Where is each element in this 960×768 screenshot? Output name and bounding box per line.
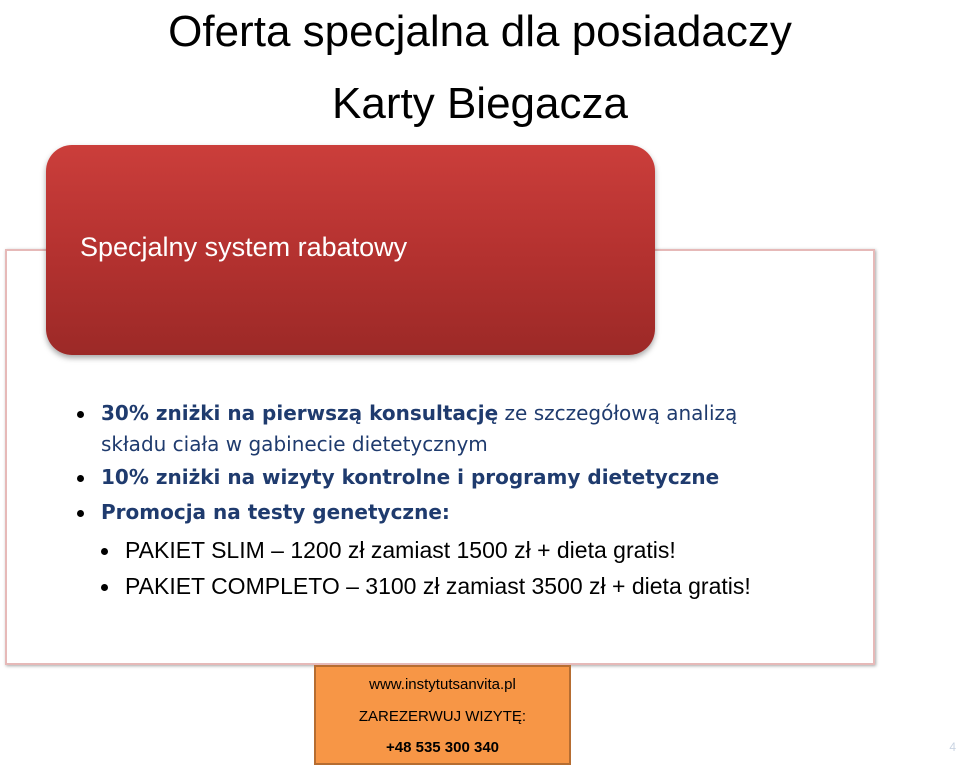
bullet-package-completo: PAKIET COMPLETO – 3100 zł zamiast 3500 zł + dieta gratis! bbox=[101, 570, 835, 602]
slide-title-line2: Karty Biegacza bbox=[332, 79, 628, 128]
slide-title-line1: Oferta specjalna dla posiadaczy bbox=[168, 7, 792, 56]
bullet-consultation-bold: 30% zniżki na pierwszą konsultację bbox=[101, 401, 499, 425]
discount-banner-label: Specjalny system rabatowy bbox=[80, 232, 408, 262]
bullet-follow-up-discount: 10% zniżki na wizyty kontrolne i programy dietetyczne bbox=[75, 460, 835, 495]
discount-banner bbox=[46, 145, 655, 355]
contact-box bbox=[314, 665, 571, 765]
phone-number[interactable]: +48 535 300 340 bbox=[385, 739, 500, 756]
bullet-consultation-line2: składu ciała w gabinecie dietetycznym bbox=[101, 432, 488, 456]
website-link[interactable]: www.instytutsanvita.pl bbox=[369, 676, 516, 693]
slide-title bbox=[0, 0, 960, 140]
booking-cta: ZAREZERWUJ WIZYTĘ: bbox=[358, 708, 527, 725]
bullet-consultation-rest: ze szczegółową analizą bbox=[498, 401, 738, 425]
slide-number: 4 bbox=[949, 740, 956, 754]
bullet-consultation bbox=[75, 398, 835, 460]
offer-bullet-list bbox=[75, 398, 835, 602]
bullet-package-slim: PAKIET SLIM – 1200 zł zamiast 1500 zł + dieta gratis! bbox=[101, 534, 835, 566]
bullet-genetic-tests: Promocja na testy genetyczne: bbox=[75, 495, 835, 530]
